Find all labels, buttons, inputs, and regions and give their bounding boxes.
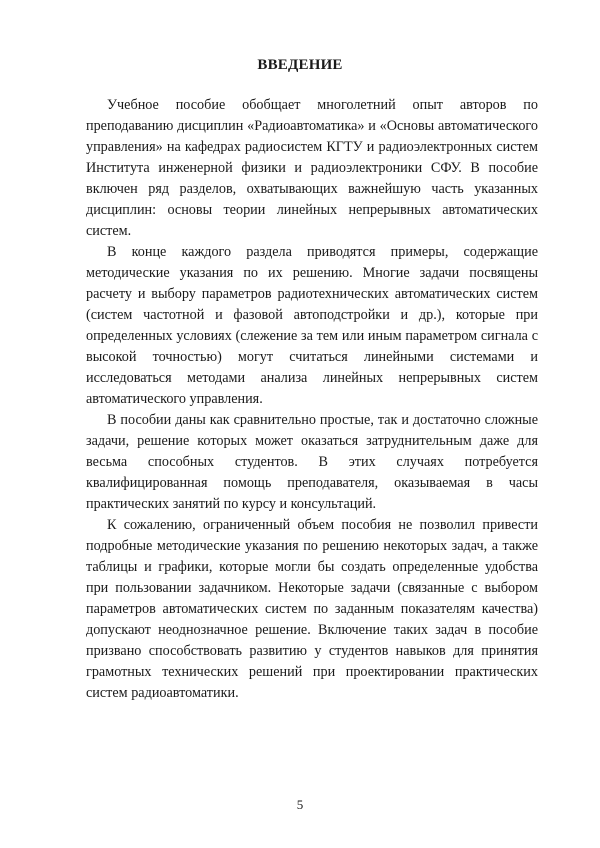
paragraph-3: В пособии даны как сравнительно простые, так и достаточно сложные задачи, решение которых может оказаться затруднительным даже для весьма способных студентов. В этих случаях потребуется квалифицированная помощь преподавателя, оказываемая в часы практических занятий по курсу и консультаций. [86,412,538,512]
body-text [86,95,538,704]
page-title: ВВЕДЕНИЕ [257,57,343,73]
paragraph-2: В конце каждого раздела приводятся примеры, содержащие методические указания по их решению. Многие задачи посвящены расчету и выбору параметров радиотехнических автоматических систем (систем частотной и фазовой автоподстройки и др.), которые при определенных условиях (слежение за тем или иным параметром сигнала с высокой точностью) могут считаться линейными системами и исследоваться методами анализа линейных непрерывных систем автоматического управления. [86,244,538,407]
paragraph-1: Учебное пособие обобщает многолетний опыт авторов по преподаванию дисциплин «Радиоавтоматика» и «Основы автоматического управления» на кафедрах радиосистем КГТУ и радиоэлектронных систем Института инженерной физики и радиоэлектроники СФУ. В пособие включен ряд разделов, охватывающих важнейшую часть указанных дисциплин: основы теории линейных непрерывных автоматических систем. [86,97,538,239]
page-number: 5 [296,797,304,812]
paragraph-4: К сожалению, ограниченный объем пособия не позволил привести подробные методические указания по решению некоторых задач, а также таблицы и графики, которые могли бы создать определенные удобства при пользовании задачником. Некоторые задачи (связанные с выбором параметров автоматических систем по заданным показателям качества) допускают неоднозначное решение. Включение таких задач в пособие призвано способствовать развитию у студентов навыков для принятия грамотных технических решений при проектировании практических систем радиоавтоматики. [86,517,538,701]
